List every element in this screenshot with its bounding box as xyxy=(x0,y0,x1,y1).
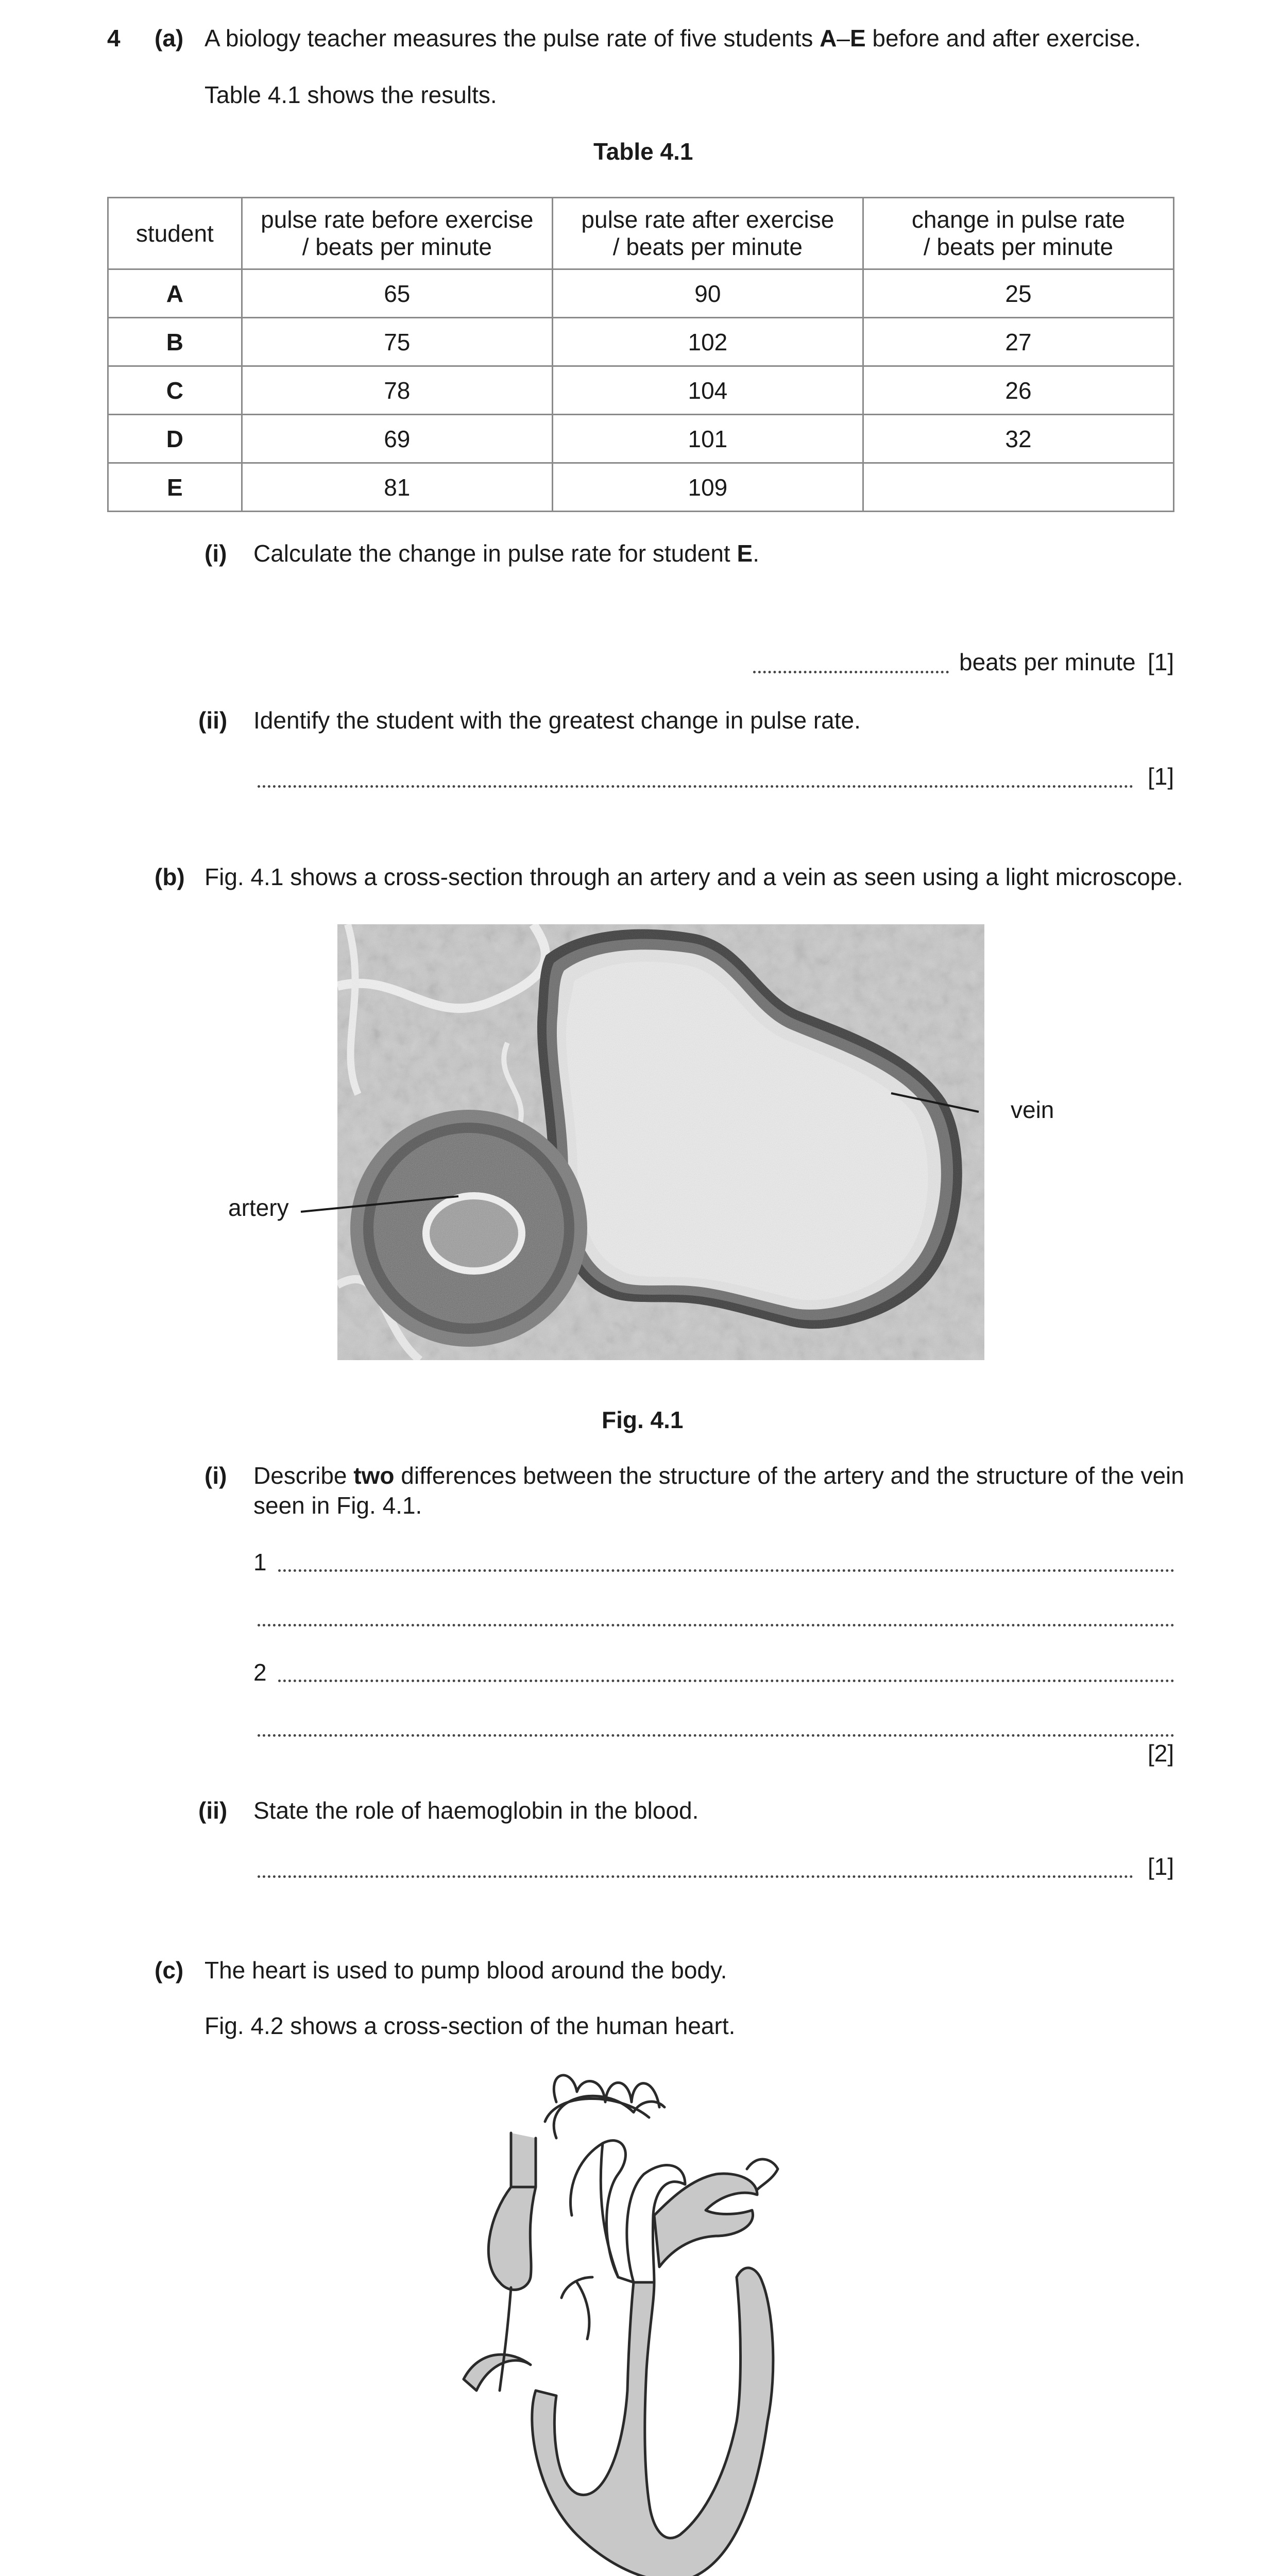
table-reference: Table 4.1 shows the results. xyxy=(205,81,497,108)
part-b-ii-text: State the role of haemoglobin in the blood. xyxy=(253,1797,699,1824)
cell-student: D xyxy=(108,415,242,463)
answer-cell-change-e[interactable] xyxy=(863,463,1173,512)
answer-line[interactable] xyxy=(258,1734,1174,1737)
part-b-ii-label: (ii) xyxy=(198,1797,228,1824)
table-row xyxy=(108,463,1174,512)
table-row xyxy=(108,269,1174,318)
cell-after: 90 xyxy=(552,269,863,318)
header-student: student xyxy=(108,198,242,269)
unit-label: beats per minute xyxy=(959,649,1136,675)
answer-number-1: 1 xyxy=(253,1549,267,1575)
table-row xyxy=(108,366,1174,415)
part-a-i-label: (i) xyxy=(205,540,227,567)
part-b-i-label: (i) xyxy=(205,1462,227,1489)
cell-change: 25 xyxy=(863,269,1173,318)
part-b-label: (b) xyxy=(155,863,185,890)
cell-student: B xyxy=(108,318,242,366)
cell-before: 69 xyxy=(242,415,552,463)
mark-allocation: [2] xyxy=(1148,1740,1174,1767)
part-c-intro: The heart is used to pump blood around the body. xyxy=(205,1957,727,1984)
header-change: change in pulse rate / beats per minute xyxy=(863,198,1173,269)
answer-line[interactable] xyxy=(258,785,1133,788)
fig-4-1-label-lines xyxy=(299,1051,1020,1247)
fig-4-2-reference: Fig. 4.2 shows a cross-section of the human heart. xyxy=(205,2012,736,2039)
answer-line[interactable] xyxy=(278,1680,1174,1682)
fig-4-1-caption: Fig. 4.1 xyxy=(602,1406,684,1433)
part-a-intro: A biology teacher measures the pulse rate of five students A–E before and after exercise. xyxy=(205,25,1141,52)
part-a-ii-text: Identify the student with the greatest change in pulse rate. xyxy=(253,707,861,734)
mark-allocation: [1] xyxy=(1148,1853,1174,1880)
cell-change: 26 xyxy=(863,366,1173,415)
part-a-label: (a) xyxy=(155,25,184,52)
cell-before: 78 xyxy=(242,366,552,415)
answer-line[interactable] xyxy=(258,1624,1174,1626)
cell-before: 65 xyxy=(242,269,552,318)
answer-number-2: 2 xyxy=(253,1659,267,1686)
cell-after: 104 xyxy=(552,366,863,415)
heart-diagram[interactable] xyxy=(448,2061,840,2576)
cell-before: 81 xyxy=(242,463,552,512)
part-b-i-text: Describe two differences between the structure of the artery and the structure of the vein xyxy=(253,1462,1184,1489)
header-before: pulse rate before exercise / beats per minute xyxy=(242,198,552,269)
part-b-i-text-line2: seen in Fig. 4.1. xyxy=(253,1492,422,1519)
answer-line[interactable] xyxy=(278,1569,1174,1572)
part-b-intro: Fig. 4.1 shows a cross-section through an artery and a vein as seen using a light microscope. xyxy=(205,863,1183,890)
cell-after: 109 xyxy=(552,463,863,512)
answer-line[interactable] xyxy=(258,1875,1133,1878)
cell-after: 102 xyxy=(552,318,863,366)
cell-student: E xyxy=(108,463,242,512)
results-table xyxy=(107,197,1174,512)
mark-allocation: [1] xyxy=(1148,763,1174,790)
table-row xyxy=(108,318,1174,366)
part-a-i-text: Calculate the change in pulse rate for student E. xyxy=(253,540,759,567)
answer-line-change-e[interactable] xyxy=(753,671,949,673)
cell-before: 75 xyxy=(242,318,552,366)
table-header-row xyxy=(108,198,1174,269)
table-title: Table 4.1 xyxy=(593,138,693,165)
cell-change: 32 xyxy=(863,415,1173,463)
cell-student: C xyxy=(108,366,242,415)
label-artery: artery xyxy=(228,1194,289,1221)
cell-student: A xyxy=(108,269,242,318)
cell-change: 27 xyxy=(863,318,1173,366)
table-row xyxy=(108,415,1174,463)
cell-after: 101 xyxy=(552,415,863,463)
question-number: 4 xyxy=(107,25,121,52)
part-c-label: (c) xyxy=(155,1957,184,1984)
header-after: pulse rate after exercise / beats per minute xyxy=(552,198,863,269)
label-vein: vein xyxy=(1011,1096,1054,1123)
part-a-ii-label: (ii) xyxy=(198,707,228,734)
mark-allocation: [1] xyxy=(1148,649,1174,675)
